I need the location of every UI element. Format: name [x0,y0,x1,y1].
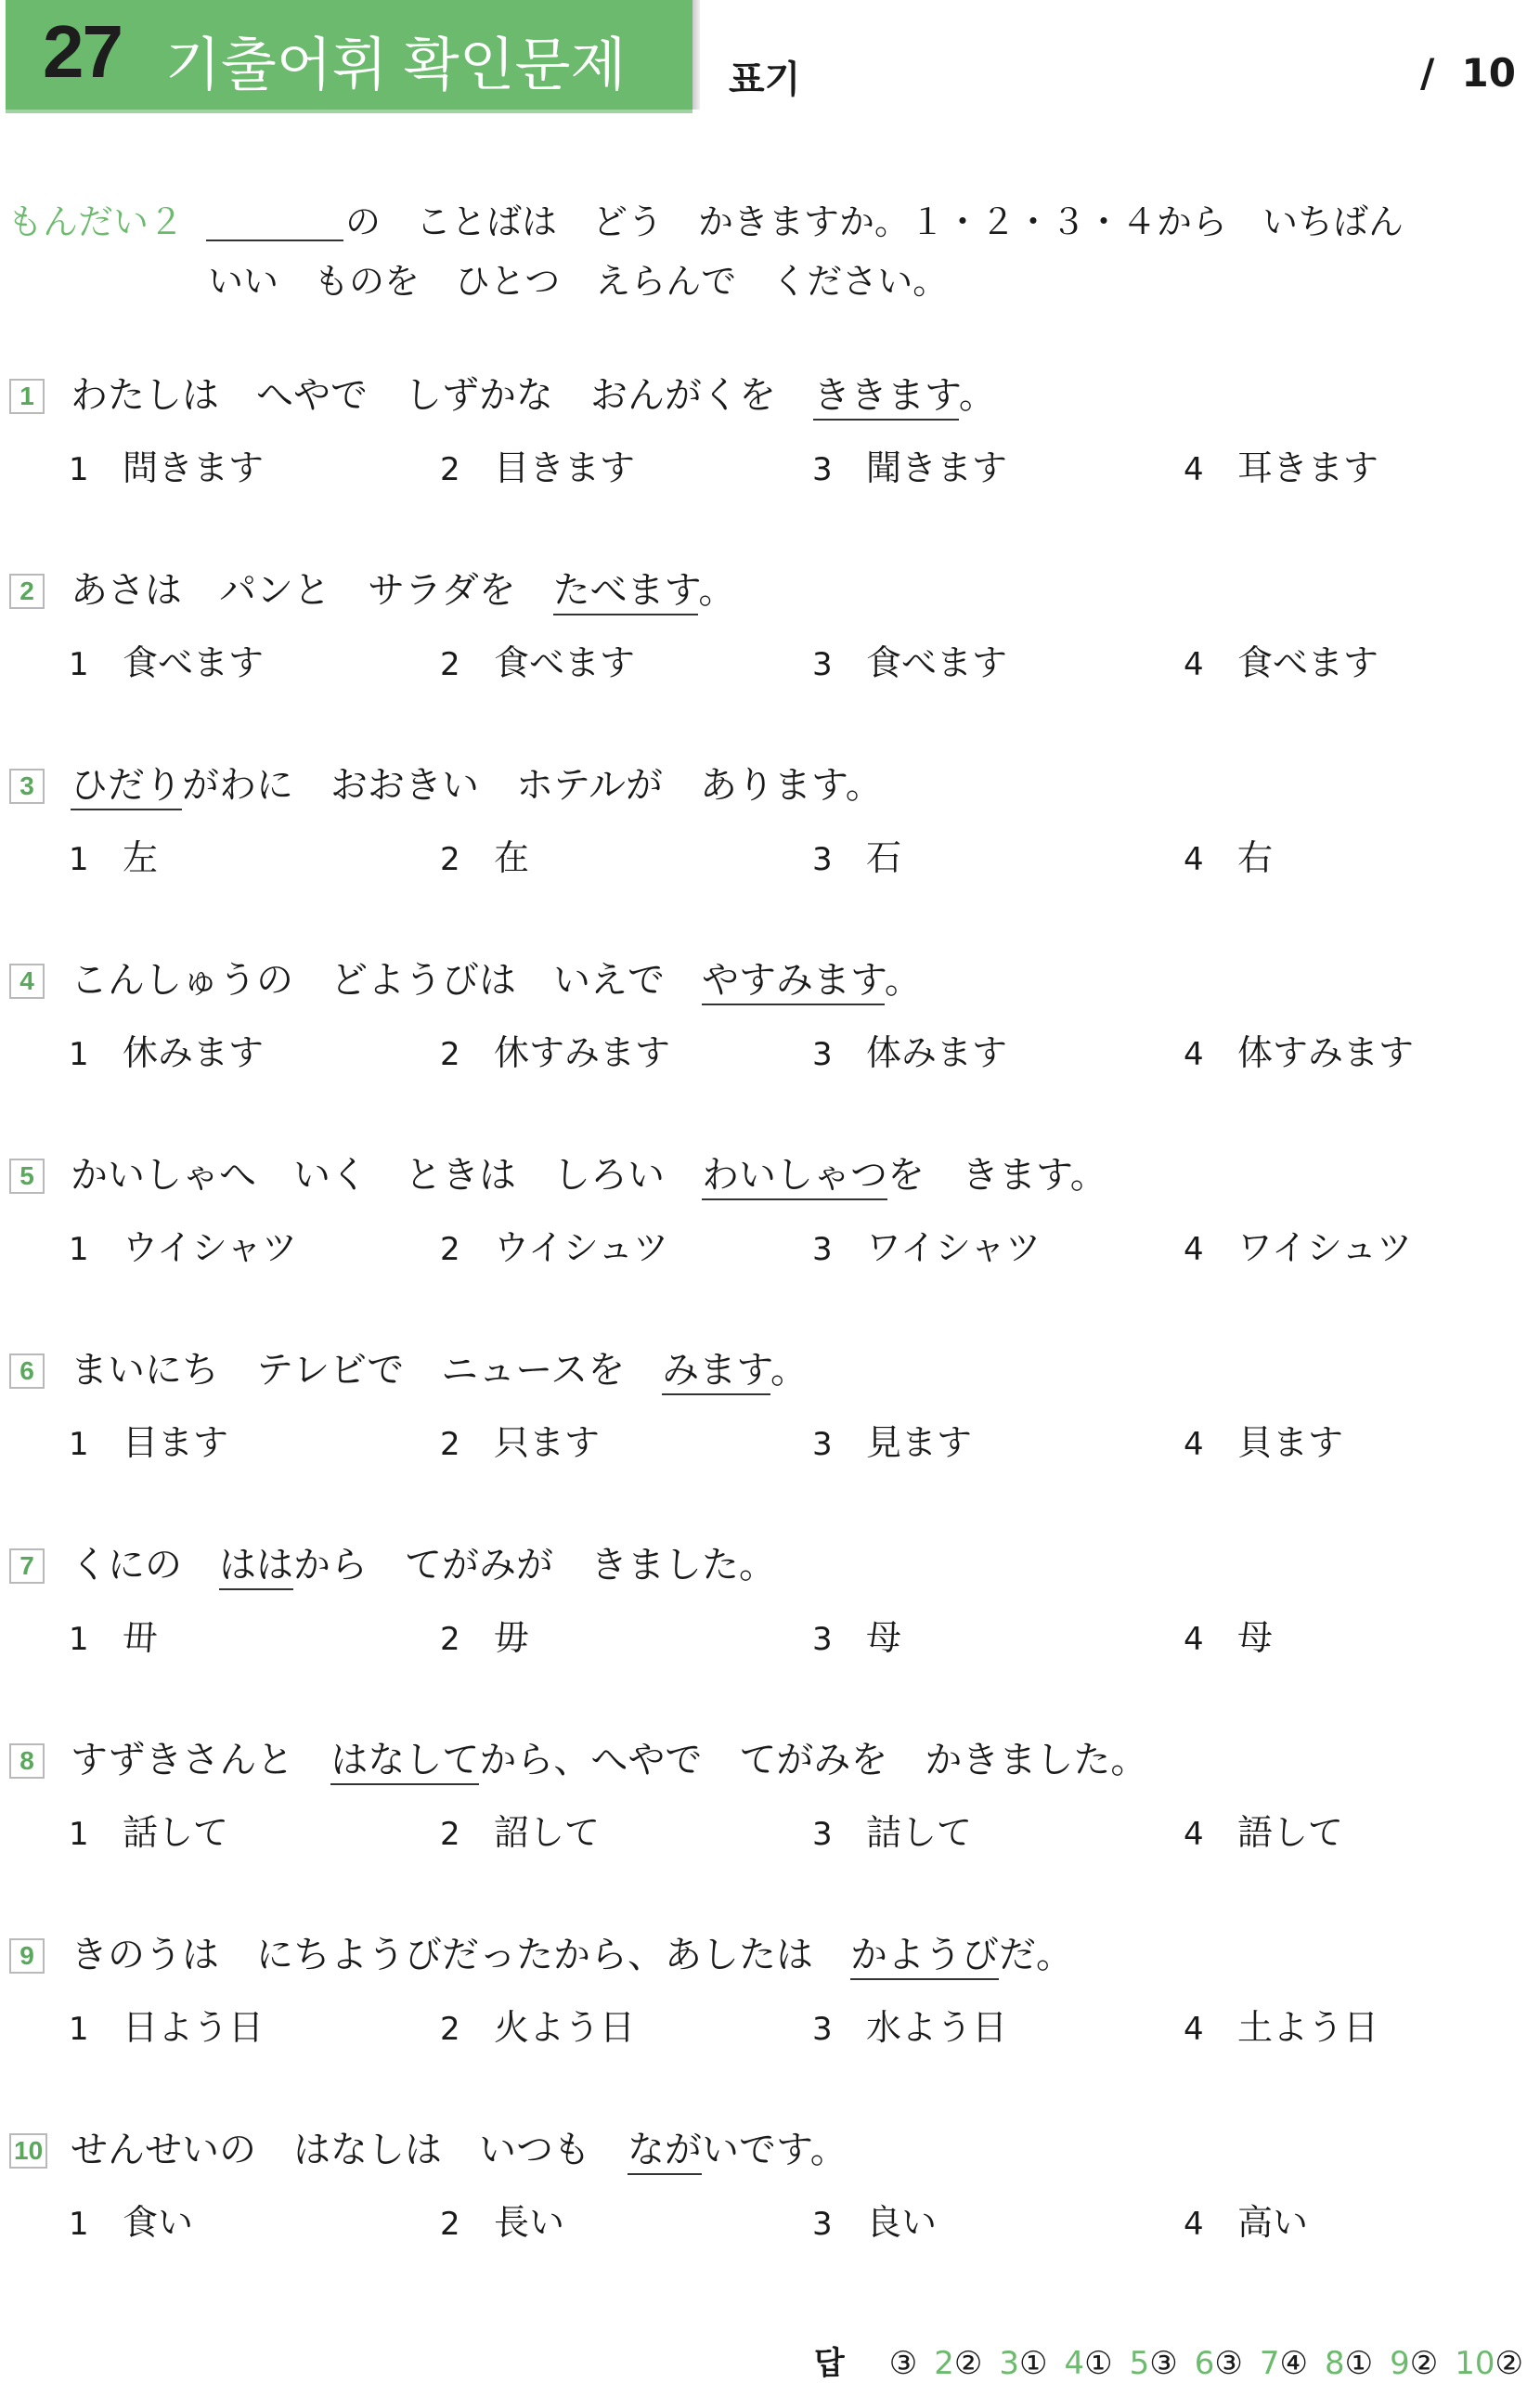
option-number: 1 [69,2206,89,2243]
sentence-text: こんしゅうの どようびは いえで [71,959,702,1002]
option-number: 1 [69,1426,89,1463]
underlined-word: やすみます [702,959,885,1005]
option-number: 2 [440,2206,460,2243]
answer-label: 답 [813,2345,845,2382]
answer-choice: ② [1495,2345,1523,2382]
option-text: 毋 [494,1617,530,1658]
question-sentence [71,2124,848,2176]
underlined-word: はなして [330,1739,479,1785]
answer-entry [1325,2345,1373,2382]
question-number: 5 [9,1159,45,1194]
question-item [0,1149,1540,1326]
answer-option[interactable] [1184,1612,1273,1665]
answer-question-number: 3 [999,2345,1020,2382]
option-text: 耳きます [1237,447,1379,488]
underlined-word: たべます [553,569,699,615]
answer-option[interactable] [1184,832,1273,886]
option-number: 2 [440,1426,460,1463]
question-number: 7 [9,1548,45,1584]
answer-question-number: 9 [1390,2345,1410,2382]
underlined-word: ひだり [71,764,182,810]
option-text: 目きます [494,447,636,488]
option-number: 2 [440,646,460,683]
answer-option[interactable] [440,442,635,496]
sentence-text: 。 [698,569,736,612]
question-item [0,759,1540,936]
option-number: 4 [1184,841,1204,878]
underlined-word: みます [662,1349,770,1395]
answer-option[interactable] [812,637,1007,691]
option-text: 長い [494,2202,565,2243]
question-number: 10 [9,2133,47,2169]
question-item [0,954,1540,1131]
answer-option[interactable] [812,832,901,886]
answer-entry [934,2345,982,2382]
option-number: 3 [812,2011,833,2048]
option-number: 2 [440,451,460,488]
option-text: 良い [866,2202,938,2243]
option-text: 只ます [494,1422,601,1463]
option-number: 4 [1184,451,1204,488]
lesson-title: 기출어휘 확인문제 [165,33,627,97]
answer-option[interactable] [69,442,264,496]
option-text: 体みます [866,1032,1008,1073]
answer-option[interactable] [440,2196,564,2250]
option-text: ウイシュツ [494,1227,669,1268]
answer-option[interactable] [1184,1417,1343,1470]
underlined-word: なが [628,2129,702,2175]
answer-option[interactable] [440,1612,529,1665]
option-text: ウイシャツ [123,1227,298,1268]
answer-choice: ① [1344,2345,1374,2382]
answer-choice: ③ [1149,2345,1178,2382]
question-item [0,2124,1540,2300]
option-text: 母 [866,1617,902,1658]
question-number: 2 [9,574,45,609]
option-text: 話して [123,1812,229,1853]
option-text: 母 [1237,1617,1274,1658]
option-number: 2 [440,1231,460,1268]
answer-option[interactable] [812,1417,972,1470]
sentence-text: かいしゃへ いく ときは しろい [71,1154,702,1197]
question-item [0,1734,1540,1910]
option-text: 食べます [494,642,636,683]
sentence-text: すずきさんと [71,1739,331,1781]
option-number: 4 [1184,646,1204,683]
question-sentence [71,1539,776,1591]
option-text: 石 [866,837,902,878]
instruction-label: もんだい２ [7,201,185,242]
answer-option[interactable] [1184,637,1378,691]
option-number: 4 [1184,1426,1204,1463]
sentence-text: あさは パンと サラダを [71,569,553,612]
option-text: 食い [123,2202,194,2243]
answer-option[interactable] [812,1807,972,1860]
question-item [0,1344,1540,1521]
question-sentence [71,1929,1073,1981]
question-sentence [71,1344,808,1396]
sentence-text: がわに おおきい ホテルが あります。 [182,764,883,807]
question-item [0,1929,1540,2105]
sentence-text: から、へやで てがみを かきました。 [479,1739,1148,1781]
option-text: 休すみます [494,1032,671,1073]
answer-items [873,2345,1523,2382]
answer-choice: ② [1409,2345,1439,2382]
option-number: 3 [812,1231,833,1268]
sentence-text: 。 [770,1349,809,1392]
option-number: 3 [812,2206,833,2243]
option-number: 1 [69,646,89,683]
answer-entry [1390,2345,1438,2382]
answer-option[interactable] [1184,1807,1343,1860]
answer-question-number: 8 [1325,2345,1345,2382]
option-number: 4 [1184,1816,1204,1853]
option-number: 1 [69,451,89,488]
question-sentence [71,1734,1147,1786]
answer-entry [1130,2345,1178,2382]
sentence-text: を きます。 [887,1154,1107,1197]
option-number: 1 [69,1816,89,1853]
answer-option[interactable] [1184,442,1378,496]
option-number: 1 [69,1036,89,1073]
answer-option[interactable] [440,637,635,691]
option-text: 語して [1237,1812,1344,1853]
header-badge [6,0,692,113]
sentence-text: 。 [958,374,996,417]
lesson-number: 27 [43,10,122,93]
option-number: 3 [812,1816,833,1853]
answer-option[interactable] [69,1612,158,1665]
answer-option[interactable] [812,1027,1007,1081]
answer-question-number: 2 [934,2345,954,2382]
sentence-text: 。 [884,959,922,1002]
option-number: 2 [440,1621,460,1658]
sentence-text: くにの [71,1544,219,1587]
instruction-blank-line [206,240,343,241]
option-number: 4 [1184,2206,1204,2243]
question-sentence [71,564,735,616]
option-text: 在 [494,837,530,878]
answer-choice: ④ [1279,2345,1308,2382]
option-text: 詰して [866,1812,973,1853]
option-number: 2 [440,841,460,878]
option-number: 4 [1184,1036,1204,1073]
question-number: 8 [9,1743,45,1779]
answer-question-number: 4 [1064,2345,1085,2382]
answer-entry [999,2345,1047,2382]
answer-option[interactable] [812,1222,1041,1276]
answer-entry [889,2345,917,2382]
option-text: ワイシャツ [866,1227,1042,1268]
option-number: 3 [812,841,833,878]
answer-choice: ① [1019,2345,1048,2382]
instruction-text-line2: いい ものを ひとつ えらんで ください。 [208,261,949,302]
answer-option[interactable] [440,2001,635,2055]
answer-option[interactable] [1184,2001,1378,2055]
answer-key [794,2300,1523,2383]
answer-option[interactable] [1184,2196,1308,2250]
instruction-text-line1: の ことばは どう かきますか。１・２・３・４から いちばん [345,201,1404,242]
question-sentence [71,759,883,811]
option-text: 食べます [866,642,1008,683]
answer-option[interactable] [69,1027,264,1081]
option-number: 2 [440,1036,460,1073]
answer-option[interactable] [440,1027,670,1081]
option-text: 見ます [866,1422,973,1463]
answer-option[interactable] [440,1222,668,1276]
option-number: 3 [812,646,833,683]
answer-option[interactable] [1184,1222,1412,1276]
option-text: 火よう日 [494,2007,636,2048]
option-text: 毌 [123,1617,159,1658]
question-sentence [71,1149,1107,1201]
question-item [0,369,1540,546]
answer-entry [1455,2345,1523,2382]
option-text: 左 [123,837,159,878]
question-item [0,564,1540,741]
option-text: 貝ます [1237,1422,1344,1463]
option-number: 3 [812,1036,833,1073]
question-number: 1 [9,379,45,414]
option-text: 詔して [494,1812,601,1853]
answer-option[interactable] [69,832,158,886]
answer-question-number: 5 [1129,2345,1150,2382]
answer-question-number: 6 [1194,2345,1215,2382]
option-text: 右 [1237,837,1274,878]
answer-choice: ② [953,2345,983,2382]
sentence-text: きのうは にちようびだったから、あしたは [71,1934,850,1976]
answer-option[interactable] [69,1417,228,1470]
answer-option[interactable] [440,1807,600,1860]
answer-entry [1065,2345,1113,2382]
answer-entry [1195,2345,1243,2382]
option-number: 3 [812,1621,833,1658]
sentence-text: だ。 [999,1934,1073,1976]
option-number: 4 [1184,1621,1204,1658]
sentence-text: わたしは へやで しずかな おんがくを [71,374,813,417]
answer-question-number: 7 [1259,2345,1280,2382]
answer-option[interactable] [69,2196,193,2250]
sentence-text: せんせいの はなしは いつも [71,2129,628,2171]
underlined-word: かようび [850,1934,999,1980]
option-number: 1 [69,1231,89,1268]
answer-option[interactable] [69,1807,228,1860]
option-number: 4 [1184,2011,1204,2048]
option-text: 水よう日 [866,2007,1008,2048]
answer-question-number: 10 [1455,2345,1495,2382]
answer-choice: ③ [1214,2345,1243,2382]
section-subtitle: 표기 [729,58,801,101]
option-text: 食べます [1237,642,1379,683]
option-number: 3 [812,451,833,488]
option-number: 1 [69,841,89,878]
answer-option[interactable] [812,442,1007,496]
sentence-text: いです。 [702,2129,848,2171]
question-sentence [71,954,922,1006]
answer-choice: ① [1084,2345,1113,2382]
option-number: 2 [440,2011,460,2048]
answer-entry [1260,2345,1308,2382]
option-text: 問きます [123,447,265,488]
option-text: 聞きます [866,447,1008,488]
option-text: 食べます [123,642,265,683]
underlined-word: ききます [813,374,959,421]
option-number: 1 [69,2011,89,2048]
answer-option[interactable] [812,2196,937,2250]
question-number: 4 [9,964,45,999]
question-item [0,1539,1540,1716]
score-box: / 10 [1419,50,1516,96]
answer-option[interactable] [69,2001,264,2055]
answer-option[interactable] [69,1222,297,1276]
underlined-word: わいしゃつ [702,1154,887,1200]
answer-option[interactable] [440,1417,600,1470]
option-text: ワイシュツ [1237,1227,1413,1268]
option-text: 体すみます [1237,1032,1415,1073]
option-text: 高い [1237,2202,1309,2243]
option-number: 2 [440,1816,460,1853]
question-number: 9 [9,1938,45,1974]
answer-option[interactable] [440,832,529,886]
option-text: 土よう日 [1237,2007,1379,2048]
option-number: 1 [69,1621,89,1658]
answer-option[interactable] [69,637,264,691]
answer-choice: ③ [888,2345,918,2382]
answer-option[interactable] [1184,1027,1414,1081]
option-text: 休みます [123,1032,265,1073]
question-sentence [71,369,996,421]
answer-option[interactable] [812,2001,1007,2055]
option-text: 目ます [123,1422,229,1463]
option-text: 日よう日 [123,2007,265,2048]
answer-option[interactable] [812,1612,901,1665]
question-number: 6 [9,1353,45,1389]
option-number: 4 [1184,1231,1204,1268]
underlined-word: はは [219,1544,293,1590]
sentence-text: から てがみが きました。 [293,1544,776,1587]
sentence-text: まいにち テレビで ニュースを [71,1349,663,1392]
question-number: 3 [9,769,45,804]
option-number: 3 [812,1426,833,1463]
